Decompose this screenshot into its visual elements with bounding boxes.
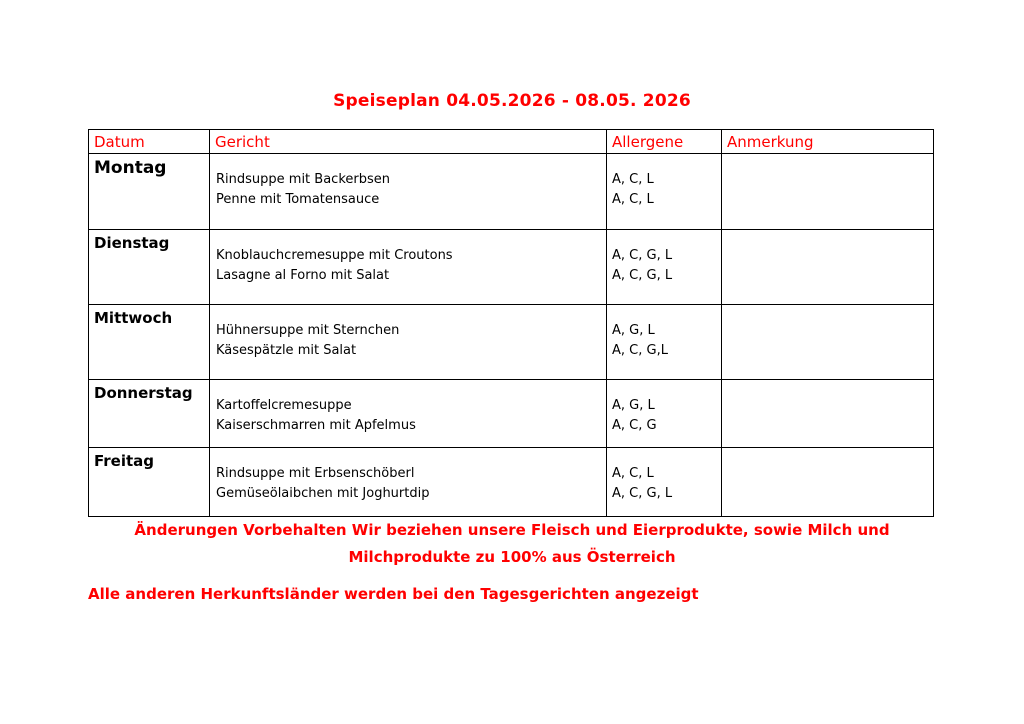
allergen-soup: A, G, L — [612, 398, 655, 413]
dish-main: Käsespätzle mit Salat — [216, 343, 357, 358]
header-anmerkung: Anmerkung — [722, 130, 934, 154]
allergen-cell — [607, 305, 722, 380]
dish-cell — [210, 448, 607, 517]
page-title: Speiseplan 04.05.2026 - 08.05. 2026 — [333, 91, 691, 111]
allergen-cell — [607, 154, 722, 230]
note-cell — [722, 230, 934, 305]
dish-cell — [210, 154, 607, 230]
allergen-main: A, C, G,L — [612, 343, 668, 358]
table-row — [89, 230, 934, 305]
footer-note-line3: Alle anderen Herkunftsländer werden bei den Tagesgerichten angezeigt — [88, 585, 699, 603]
table-row — [89, 448, 934, 517]
allergen-soup: A, C, L — [612, 172, 654, 187]
header-datum: Datum — [89, 130, 210, 154]
allergen-soup: A, C, L — [612, 466, 654, 481]
allergen-main: A, C, G, L — [612, 268, 673, 283]
table-header-row — [89, 130, 934, 154]
table-row — [89, 305, 934, 380]
footer-note-line1: Änderungen Vorbehalten Wir beziehen unsere Fleisch und Eierprodukte, sowie Milch und — [134, 521, 890, 539]
dish-soup: Rindsuppe mit Erbsenschöberl — [216, 466, 415, 481]
allergen-soup: A, G, L — [612, 323, 655, 338]
dish-cell — [210, 305, 607, 380]
dish-soup: Hühnersuppe mit Sternchen — [216, 323, 400, 338]
note-cell — [722, 448, 934, 517]
allergen-main: A, C, L — [612, 192, 654, 207]
note-cell — [722, 154, 934, 230]
dish-cell — [210, 230, 607, 305]
dish-soup: Knoblauchcremesuppe mit Croutons — [216, 248, 453, 263]
header-allergene: Allergene — [607, 130, 722, 154]
day-label: Dienstag — [89, 230, 210, 305]
allergen-soup: A, C, G, L — [612, 248, 673, 263]
table-row — [89, 154, 934, 230]
note-cell — [722, 380, 934, 448]
dish-main: Penne mit Tomatensauce — [216, 192, 380, 207]
allergen-main: A, C, G, L — [612, 486, 673, 501]
day-label: Montag — [89, 154, 210, 230]
dish-main: Lasagne al Forno mit Salat — [216, 268, 390, 283]
allergen-main: A, C, G — [612, 418, 657, 433]
dish-soup: Rindsuppe mit Backerbsen — [216, 172, 390, 187]
dish-soup: Kartoffelcremesuppe — [216, 398, 352, 413]
dish-main: Kaiserschmarren mit Apfelmus — [216, 418, 416, 433]
table-row — [89, 380, 934, 448]
header-gericht: Gericht — [210, 130, 607, 154]
dish-cell — [210, 380, 607, 448]
dish-main: Gemüseölaibchen mit Joghurtdip — [216, 486, 430, 501]
day-label: Freitag — [89, 448, 210, 517]
allergen-cell — [607, 448, 722, 517]
day-label: Mittwoch — [89, 305, 210, 380]
note-cell — [722, 305, 934, 380]
day-label: Donnerstag — [89, 380, 210, 448]
allergen-cell — [607, 380, 722, 448]
footer-note-line2: Milchprodukte zu 100% aus Österreich — [348, 548, 676, 566]
menu-table — [88, 129, 934, 517]
allergen-cell — [607, 230, 722, 305]
